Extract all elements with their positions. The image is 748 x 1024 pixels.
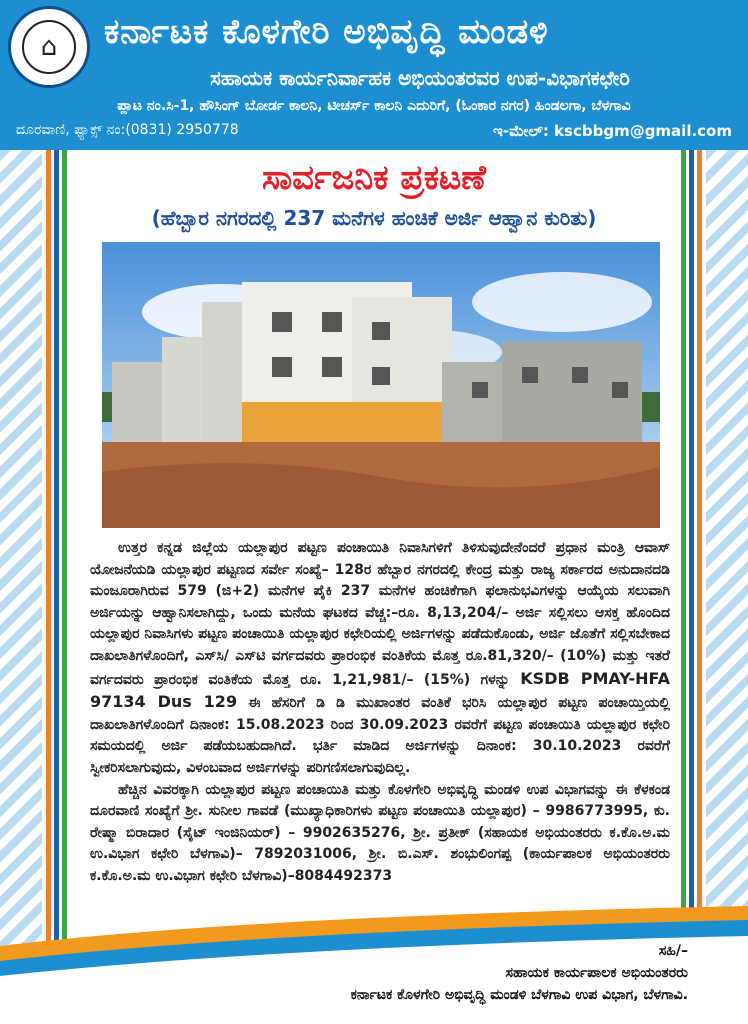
right-border-pattern — [706, 150, 748, 950]
body-para1-part-a: ಉತ್ತರ ಕನ್ನಡ ಜಿಲ್ಲೆಯ ಯಲ್ಲಾಪುರ ಪಟ್ಟಣ ಪಂಚಾಯಿತಿ ನಿವಾಸಿಗಳಿಗೆ ತಿಳಿಸುವುದೇನೆಂದರೆ ಪ್ರಧಾನ ಮಂತ್ರಿ ಆವಾಸ್ ಯೋಜನೆಯಡಿ ಯಲ್ಲಾಪುರ ಪಟ್ಟಣದ ಸರ್ವೇ ಸಂಖ್ಯೆ– 128ರ ಹೆಬ್ಬಾರ ನಗರದಲ್ಲಿ ಕೇಂದ್ರ ಮತ್ತು ರಾಜ್ಯ ಸರ್ಕಾರದ ಅನುದಾನದಡಿ ಮಂಜೂರಾಗಿರುವ 579 (ಜಿ+2) ಮನೆಗಳ ಪೈಕಿ 237 ಮನೆಗಳ ಹಂಚಿಕೆಗಾಗಿ ಫಲಾನುಭವಿಗಳನ್ನು ಆಯ್ಕೆಯ ಸಲುವಾಗಿ ಅರ್ಜಿಯನ್ನು ಆಹ್ವಾನಿಸಲಾಗಿದ್ದು, ಒಂದು ಮನೆಯ ಘಟಕದ ವೆಚ್ಚ:–ರೂ. 8,13,204/– ಅರ್ಜಿ ಸಲ್ಲಿಸಲು ಆಸಕ್ತ ಹೊಂದಿದ ಯಲ್ಲಾಪುರ ನಿವಾಸಿಗಳು ಪಟ್ಟಣ ಪಂಚಾಯಿತಿ ಯಲ್ಲಾಪುರ ಕಛೇರಿಯಲ್ಲಿ ಅರ್ಜಿಗಳನ್ನು ಪಡೆದುಕೊಂಡು, ಅರ್ಜಿ ಜೊತೆಗೆ ಸಲ್ಲಿಸಬೇಕಾದ ದಾಖಲಾತಿಗಳೊಂದಿಗೆ, ಎಸ್‌ಸಿ/ ಎಸ್‌ಟಿ ವರ್ಗದವರು ಪ್ರಾರಂಭಿಕ ವಂತಿಕೆಯ ಮೊತ್ತ ರೂ.81,320/– (10%) ಮತ್ತು ಇತರೆ ವರ್ಗದವರು ಪ್ರಾರಂಭಿಕ ವಂತಿಕೆಯ ಮೊತ್ತ ರೂ. 1,21,981/– (15%) ಗಳನ್ನು — [90, 540, 670, 688]
signature-block — [48, 940, 688, 1006]
notice-body — [90, 538, 670, 888]
body-paragraph-2: ಹೆಚ್ಚಿನ ವಿವರಕ್ಕಾಗಿ ಯಲ್ಲಾಪುರ ಪಟ್ಟಣ ಪಂಚಾಯಿತಿ ಮತ್ತು ಕೊಳಗೇರಿ ಅಭಿವೃದ್ಧಿ ಮಂಡಳಿ ಉಪ ವಿಭಾಗವನ್ನು ಈ ಕೆಳಕಂಡ ದೂರವಾಣಿ ಸಂಖ್ಯೆಗೆ ಶ್ರೀ. ಸುನೀಲ ಗಾವಡೆ (ಮುಖ್ಯಾಧಿಕಾರಿಗಳು ಪಟ್ಟಣ ಪಂಚಾಯಿತಿ ಯಲ್ಲಾಪುರ) – 9986773995, ಕು. ರೇಷ್ಮಾ ಬಿರಾದಾರ (ಸೈಟ್ ಇಂಜಿನಿಯರ್) – 9902635276, ಶ್ರೀ. ಪ್ರತೀಕ್ (ಸಹಾಯಕ ಅಭಿಯಂತರರು ಕ.ಕೊ.ಅ.ಮ ಉ.ವಿಭಾಗ ಕಛೇರಿ ಬೆಳಗಾವಿ)– 7892031006, ಶ್ರೀ. ಬಿ.ಎಸ್. ಶಂಭುಲಿಂಗಪ್ಪ (ಕಾರ್ಯಪಾಲಕ ಅಭಿಯಂತರರು ಕ.ಕೊ.ಅ.ಮ ಉ.ವಿಭಾಗ ಕಛೇರಿ ಬೆಳಗಾವಿ)–8084492373 — [90, 781, 670, 884]
emblem-inner-icon: ⌂ — [22, 20, 76, 74]
dd-account-name: KSDB PMAY-HFA 97134 Dus 129 — [90, 668, 670, 712]
phone-number: ದೂರವಾಣಿ, ಫ್ಯಾಕ್ಸ್ ನಂ:(0831) 2950778 — [16, 122, 239, 138]
signature-sd: ಸಹಿ/– — [658, 943, 688, 959]
left-stripe-orange — [46, 150, 51, 950]
left-stripe-blue — [54, 150, 59, 950]
contact-row — [10, 122, 738, 142]
org-title: ಕರ್ನಾಟಕ ಕೊಳಗೇರಿ ಅಭಿವೃದ್ಧಿ ಮಂಡಳಿ — [104, 12, 549, 52]
office-address: ಪ್ಲಾಟ ನಂ.ಸಿ-1, ಹೌಸಿಂಗ್ ಬೋರ್ಡ ಕಾಲನಿ, ಟೀಚರ್ಸ್ ಕಾಲನಿ ಎದುರಿಗೆ, (ಓಂಕಾರ ನಗರ) ಹಿಂಡಲಗಾ, ಬೆಳಗಾವಿ — [117, 98, 631, 114]
body-paragraph-1 — [90, 538, 670, 780]
notice-title: ಸಾರ್ವಜನಿಕ ಪ್ರಕಟಣೆ — [262, 158, 486, 198]
office-subtitle: ಸಹಾಯಕ ಕಾರ್ಯನಿರ್ವಾಹಕ ಅಭಿಯಂತರವರ ಉಪ-ವಿಭಾಗಕಛೇರಿ — [210, 66, 630, 90]
building-illustration — [102, 242, 660, 528]
right-stripe-orange — [697, 150, 702, 950]
header-banner — [0, 0, 748, 150]
left-stripe-green — [62, 150, 67, 950]
notice-subtitle: (ಹೆಬ್ಬಾರ ನಗರದಲ್ಲಿ 237 ಮನೆಗಳ ಹಂಚಿಕೆ ಅರ್ಜಿ ಆಹ್ವಾನ ಕುರಿತು) — [151, 206, 597, 230]
body-para1-part-b: ಈ ಹೆಸರಿಗೆ ಡಿ ಡಿ ಮುಖಾಂತರ ವಂತಿಕೆ ಭರಿಸಿ ಯಲ್ಲಾಪುರ ಪಟ್ಟಣ ಪಂಚಾಯ್ತಿಯಲ್ಲಿ ದಾಖಲಾತಿಗಳೊಂದಿಗೆ ದಿನಾಂಕ: 15.08.2023 ರಿಂದ 30.09.2023 ರವರೆಗೆ ಪಟ್ಟಣ ಪಂಚಾಯಿತಿ ಯಲ್ಲಾಪುರ ಕಛೇರಿ ಸಮಯದಲ್ಲಿ ಅರ್ಜಿ ಪಡೆಯಬಹುದಾಗಿದೆ. ಭರ್ತಿ ಮಾಡಿದ ಅರ್ಜಿಗಳನ್ನು ದಿನಾಂಕ: 30.10.2023 ರವರೆಗೆ ಸ್ವೀಕರಿಸಲಾಗುವುದು, ವಿಳಂಬವಾದ ಅರ್ಜಿಗಳನ್ನು ಪರಿಗಣಿಸಲಾಗುವುದಿಲ್ಲ. — [90, 695, 670, 776]
right-stripe-green — [681, 150, 686, 950]
email-address: ಇ-ಮೇಲ್: kscbbgm@gmail.com — [493, 122, 732, 140]
housing-construction-photo — [102, 242, 660, 528]
left-border-pattern — [0, 150, 42, 950]
right-stripe-blue — [689, 150, 694, 950]
signature-designation: ಸಹಾಯಕ ಕಾರ್ಯಪಾಲಕ ಅಭಿಯಂತರರು — [505, 965, 688, 981]
signature-office: ಕರ್ನಾಟಕ ಕೊಳಗೇರಿ ಅಭಿವೃದ್ಧಿ ಮಂಡಳಿ ಬೆಳಗಾವಿ ಉಪ ವಿಭಾಗ, ಬೆಳಗಾವಿ. — [350, 987, 688, 1003]
board-emblem-icon — [8, 6, 90, 88]
